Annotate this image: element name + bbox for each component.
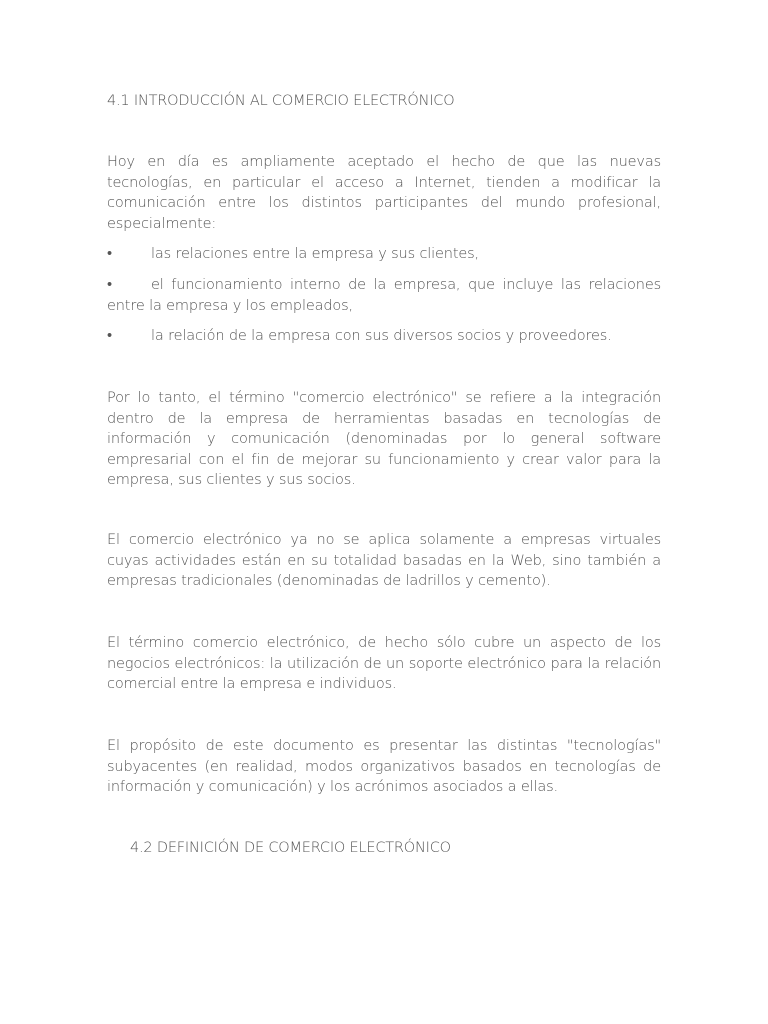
bullet-mark: • [107, 277, 112, 293]
section-heading-4-2: 4.2 DEFINICIÓN DE COMERCIO ELECTRÓNICO [130, 840, 451, 856]
bullet-item [107, 275, 661, 316]
bullet-text: el funcionamiento interno de la empresa, que incluye las relaciones entre la empresa y los empleados, [107, 277, 661, 314]
bullet-mark: • [107, 246, 112, 262]
paragraph-definition: Por lo tanto, el término "comercio electrónico" se refiere a la integración dentro de la empresa de herramientas basadas en tecnologías de información y comunicación (denominadas por lo general software empresarial con el fin de mejorar su funcionamiento y crear valor para la empresa, sus clientes y sus socios. [107, 390, 661, 488]
paragraph-virtual-companies: El comercio electrónico ya no se aplica solamente a empresas virtuales cuyas actividades están en su totalidad basadas en la Web, sino también a empresas tradicionales (denominadas de ladrillos y cemento). [107, 532, 661, 589]
bullet-text: las relaciones entre la empresa y sus clientes, [151, 246, 480, 262]
paragraph-purpose: El propósito de este documento es presentar las distintas "tecnologías" subyacentes (en realidad, modos organizativos basados en tecnologías de información y comunicación) y los acrónimos asociados a ellas. [107, 738, 661, 795]
paragraph-e-business: El término comercio electrónico, de hecho sólo cubre un aspecto de los negocios electrónicos: la utilización de un soporte electrónico para la relación comercial entre la empresa e individuos. [107, 635, 661, 692]
bullet-text: la relación de la empresa con sus diversos socios y proveedores. [151, 328, 612, 344]
intro-paragraph: Hoy en día es ampliamente aceptado el hecho de que las nuevas tecnologías, en particular el acceso a Internet, tienden a modificar la comunicación entre los distintos participantes del mundo profesional, especialmente: [107, 154, 661, 232]
bullet-item [107, 244, 661, 265]
bullet-mark: • [107, 328, 112, 344]
bullet-item [107, 326, 661, 347]
section-heading-4-1: 4.1 INTRODUCCIÓN AL COMERCIO ELECTRÓNICO [107, 93, 455, 109]
